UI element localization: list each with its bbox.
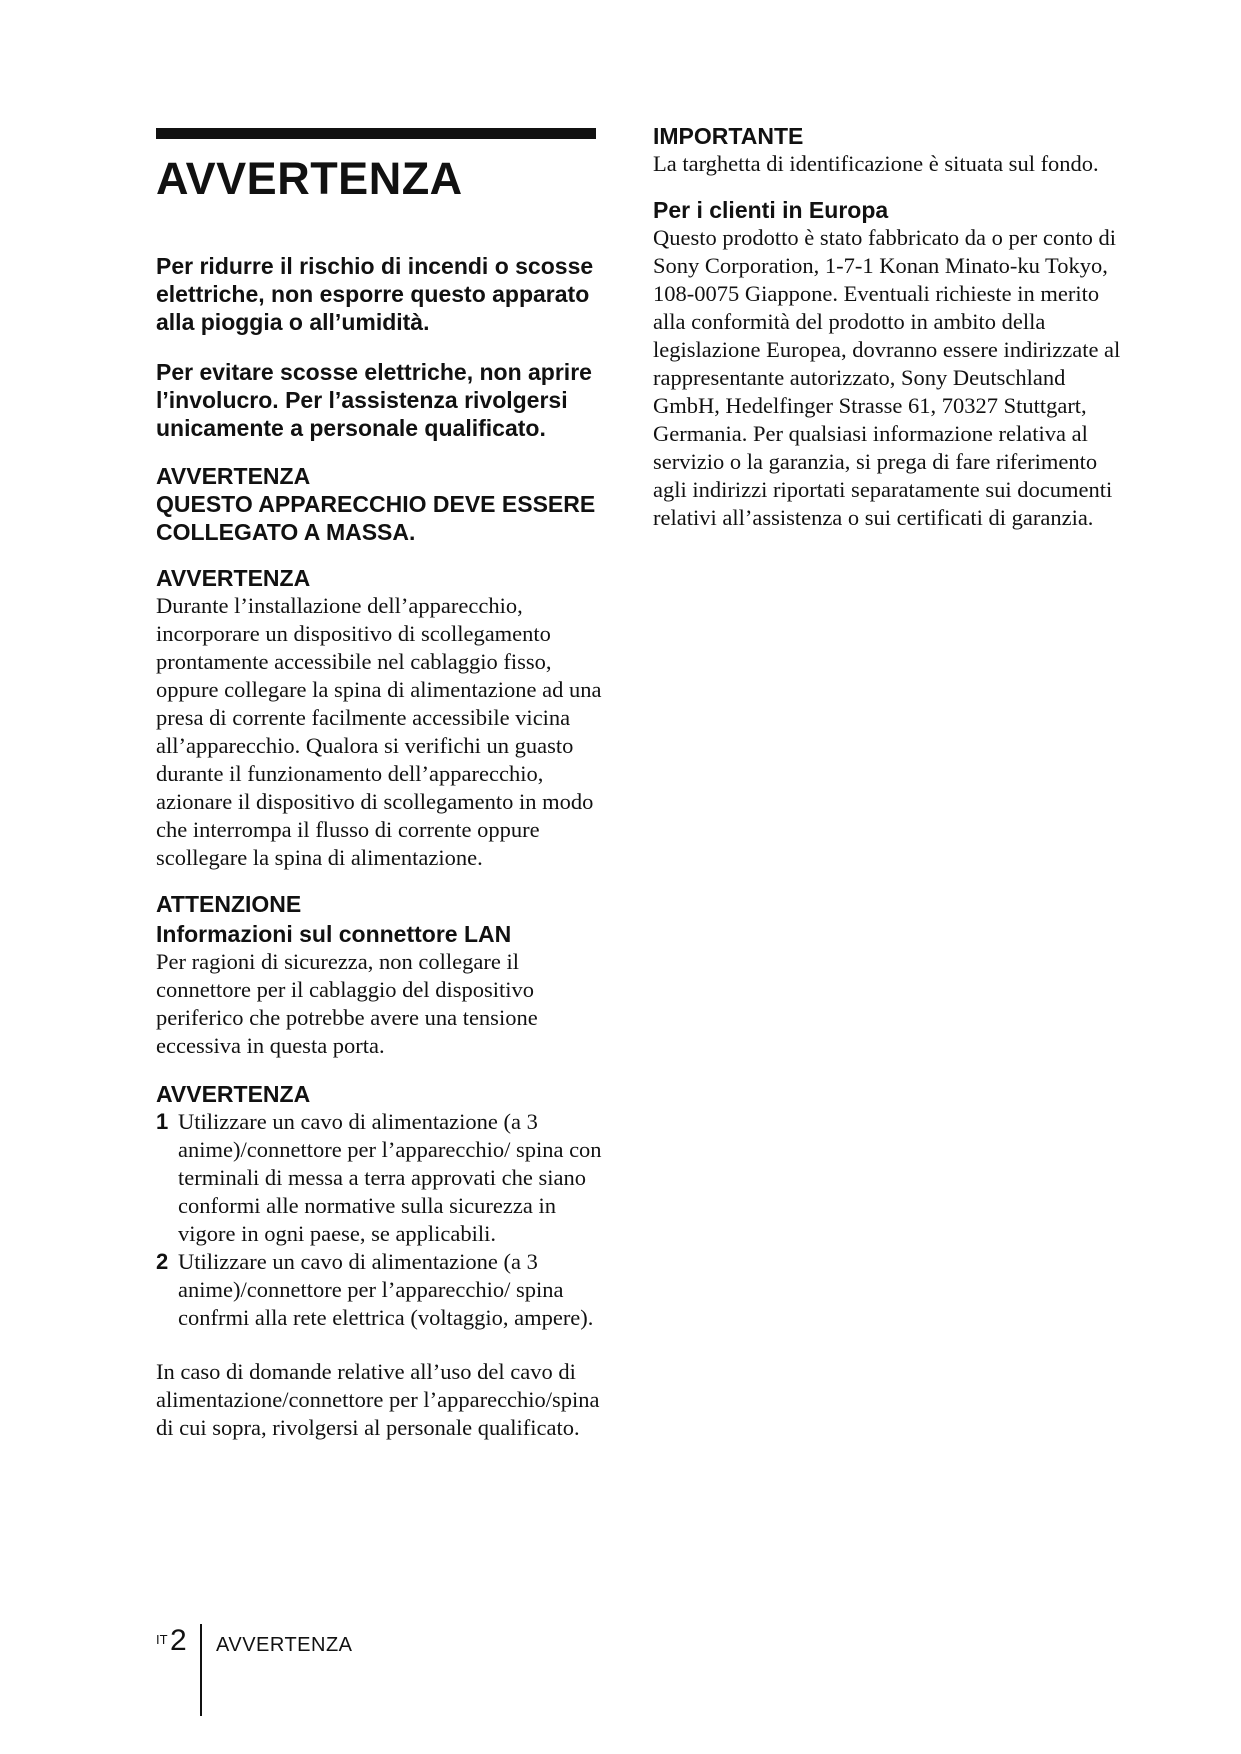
- page-title: AVVERTENZA: [156, 153, 463, 204]
- title-rule: [156, 128, 596, 139]
- ground-heading: AVVERTENZA: [156, 462, 311, 489]
- page-number: 2: [170, 1624, 187, 1657]
- importante-body: La targhetta di identificazione è situata sul fondo.: [653, 151, 1099, 176]
- footer-divider: [200, 1624, 202, 1716]
- cable-heading: AVVERTENZA: [156, 1080, 311, 1107]
- lan-subheading: Informazioni sul connettore LAN: [156, 920, 512, 947]
- left-column: [156, 128, 604, 1442]
- list-item-text: Utilizzare un cavo di alimentazione (a 3 anime)/connettore per l’apparecchio/ spina con terminali di messa a terra approvati che siano conformi alle normative sulla sicurezza in vigore in ogni paese, se applicabili.: [178, 1108, 602, 1246]
- ground-warning: QUESTO APPARECCHIO DEVE ESSERE COLLEGATO A MASSA.: [156, 490, 596, 545]
- list-item: [156, 1248, 604, 1332]
- language-code: IT: [156, 1632, 168, 1647]
- install-heading: AVVERTENZA: [156, 564, 311, 591]
- install-body: Durante l’installazione dell’apparecchio, incorporare un dispositivo di scollegamento prontamente accessibile nel cablaggio fisso, oppure collegare la spina di alimentazione ad una presa di corrente facilmente accessibile vicina all’apparecchio. Qualora si verifichi un guasto durante il funzionamento dell’apparecchio, azionare il dispositivo di scollegamento in modo che interrompa il flusso di corrente oppure scollegare la spina di alimentazione.: [156, 592, 602, 870]
- right-column: [653, 122, 1123, 532]
- list-item-text: Utilizzare un cavo di alimentazione (a 3 anime)/connettore per l’apparecchio/ spina confrmi alla rete elettrica (voltaggio, ampere).: [178, 1248, 594, 1330]
- europa-heading: Per i clienti in Europa: [653, 197, 889, 223]
- importante-heading: IMPORTANTE: [653, 123, 804, 149]
- closing-body: In caso di domande relative all’uso del cavo di alimentazione/connettore per l’apparecchio/spina di cui sopra, rivolgersi al personale qualificato.: [156, 1358, 600, 1440]
- list-item-number: 1: [156, 1108, 169, 1134]
- footer-label: AVVERTENZA: [216, 1634, 353, 1656]
- lan-heading: ATTENZIONE: [156, 890, 302, 917]
- fire-shock-warning: Per ridurre il rischio di incendi o scosse elettriche, non esporre questo apparato alla pioggia o all’umidità.: [156, 252, 594, 335]
- enclosure-warning: Per evitare scosse elettriche, non aprire l’involucro. Per l’assistenza rivolgersi unicamente a personale qualificato.: [156, 358, 592, 441]
- cable-list: [156, 1108, 604, 1332]
- list-item-number: 2: [156, 1248, 169, 1274]
- list-item: [156, 1108, 604, 1248]
- europa-body: Questo prodotto è stato fabbricato da o per conto di Sony Corporation, 1-7-1 Konan Minato-ku Tokyo, 108-0075 Giappone. Eventuali richieste in merito alla conformità del prodotto in ambito della legislazione Europea, dovranno essere indirizzate al rappresentante autorizzato, Sony Deutschland GmbH, Hedelfinger Strasse 61, 70327 Stuttgart, Germania. Per qualsiasi informazione relativa al servizio o la garanzia, si prega di fare riferimento agli indirizzi riportati separatamente sui documenti relativi all’assistenza o sui certificati di garanzia.: [653, 225, 1121, 530]
- lan-body: Per ragioni di sicurezza, non collegare il connettore per il cablaggio del dispositivo periferico che potrebbe avere una tensione eccessiva in questa porta.: [156, 948, 538, 1058]
